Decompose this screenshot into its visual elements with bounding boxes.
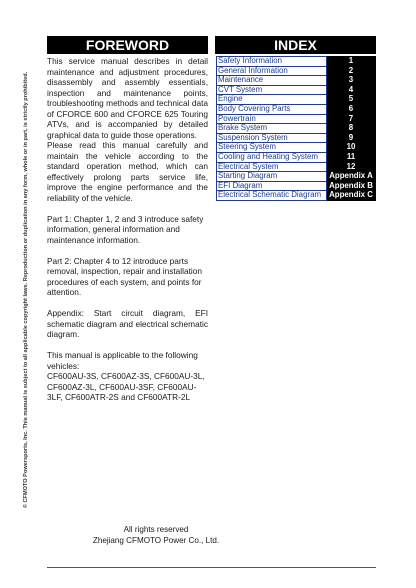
- index-row[interactable]: [217, 191, 376, 201]
- foreword-paragraph-part2: Part 2: Chapter 4 to 12 introduce parts removal, inspection, repair and installation procedures of each system, and points for attention.: [47, 255, 202, 297]
- index-appendix-label[interactable]: Appendix C: [327, 191, 376, 201]
- index-appendix-label[interactable]: Appendix B: [327, 181, 376, 191]
- index-link-efi-diagram[interactable]: EFI Diagram: [217, 181, 327, 191]
- index-chapter-number[interactable]: 7: [327, 114, 376, 124]
- index-appendix-label[interactable]: Appendix A: [327, 172, 376, 182]
- index-chapter-number[interactable]: 11: [327, 152, 376, 162]
- foreword-paragraph-read: Please read this manual carefully and maintain the vehicle according to the standard operation method, which can effectively prolong parts service life, improve the engine performance and the reliability of the vehicle.: [47, 140, 208, 203]
- index-link-general-information[interactable]: General Information: [217, 66, 327, 76]
- index-link-suspension-system[interactable]: Suspension System: [217, 133, 327, 143]
- index-link-maintenance[interactable]: Maintenance: [217, 76, 327, 86]
- foreword-paragraph-part1: Part 1: Chapter 1, 2 and 3 introduce safety information, general information and maintenance information.: [47, 213, 204, 245]
- index-chapter-number[interactable]: 1: [327, 57, 376, 67]
- index-chapter-number[interactable]: 6: [327, 104, 376, 114]
- foreword-paragraph-applicable: This manual is applicable to the following vehicles:: [47, 350, 198, 371]
- index-chapter-number[interactable]: 12: [327, 162, 376, 172]
- index-chapter-number[interactable]: 4: [327, 85, 376, 95]
- index-chapter-number[interactable]: 5: [327, 95, 376, 105]
- index-row[interactable]: [217, 152, 376, 162]
- index-link-steering-system[interactable]: Steering System: [217, 143, 327, 153]
- foreword-footer: [76, 525, 236, 546]
- company-name: Zhejiang CFMOTO Power Co., Ltd.: [92, 535, 220, 545]
- foreword-paragraph-models: CF600AU-3S, CF600AZ-3S, CF600AU-3L, CF600AZ-3L, CF600AU-3SF, CF600AU-3LF, CF600ATR-2S and CF600ATR-2L: [47, 371, 205, 402]
- index-row[interactable]: [217, 143, 376, 153]
- index-row[interactable]: [217, 124, 376, 134]
- index-row[interactable]: [217, 76, 376, 86]
- index-heading: INDEX: [215, 36, 376, 54]
- index-row[interactable]: [217, 104, 376, 114]
- index-link-brake-system[interactable]: Brake System: [217, 124, 327, 134]
- rights-reserved-text: All rights reserved: [123, 525, 189, 534]
- index-chapter-number[interactable]: 10: [327, 143, 376, 153]
- index-link-body-covering-parts[interactable]: Body Covering Parts: [217, 104, 327, 114]
- foreword-body: [47, 56, 208, 413]
- copyright-sidebar-note: © CFMOTO Powersports, Inc. This manual is subject to all applicable copyright laws. Reproduction or duplication in any form, whole or in part, is strictly prohibited.: [23, 71, 29, 509]
- bottom-divider: [47, 567, 376, 568]
- index-chapter-number[interactable]: 8: [327, 124, 376, 134]
- index-link-cooling-heating-system[interactable]: Cooling and Heating System: [217, 152, 327, 162]
- index-link-engine[interactable]: Engine: [217, 95, 327, 105]
- index-chapter-number[interactable]: 3: [327, 76, 376, 86]
- index-chapter-number[interactable]: 9: [327, 133, 376, 143]
- index-link-electrical-schematic-diagram[interactable]: Electrical Schematic Diagram: [217, 191, 327, 201]
- index-row[interactable]: [217, 172, 376, 182]
- foreword-heading: FOREWORD: [47, 36, 208, 54]
- index-link-starting-diagram[interactable]: Starting Diagram: [217, 172, 327, 182]
- index-link-electrical-system[interactable]: Electrical System: [217, 162, 327, 172]
- index-link-cvt-system[interactable]: CVT System: [217, 85, 327, 95]
- index-chapter-number[interactable]: 2: [327, 66, 376, 76]
- index-link-powertrain[interactable]: Powertrain: [217, 114, 327, 124]
- index-table: [216, 56, 376, 201]
- index-link-safety-information[interactable]: Safety Information: [217, 57, 327, 67]
- foreword-paragraph-intro: This service manual describes in detail maintenance and adjustment procedures, disassembly and assembly essentials, inspection and maintenance points, troubleshooting methods and technical data of CFORCE 600 and CFORCE 625 Touring ATVs, and is accompanied by detailed graphical data to guide those operations.: [47, 56, 208, 140]
- foreword-paragraph-appendix: Appendix: Start circuit diagram, EFI schematic diagram and electrical schematic diagram.: [47, 308, 208, 339]
- index-row[interactable]: [217, 57, 376, 67]
